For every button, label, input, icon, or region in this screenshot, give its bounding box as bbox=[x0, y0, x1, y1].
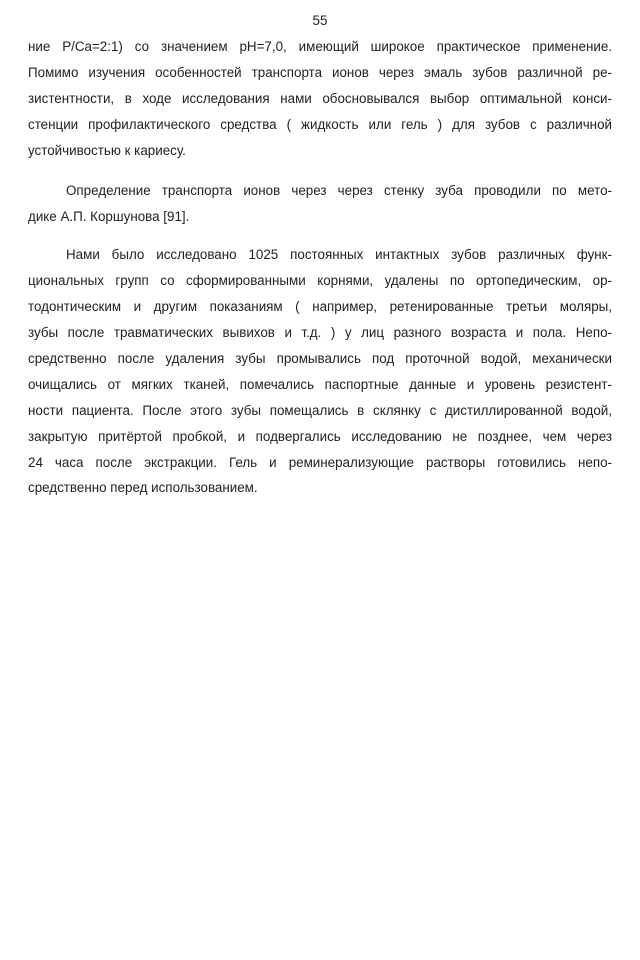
paragraph-3-line-5: средственно после удаления зубы промывались под проточной водой, механически bbox=[28, 351, 612, 366]
paragraph-3-line-4: зубы после травматических вывихов и т.д. ) у лиц разного возраста и пола. Непо- bbox=[28, 325, 612, 340]
paragraph-2-line-2: дике А.П. Коршунова [91]. bbox=[28, 209, 190, 224]
paragraph-1-line-5: устойчивостью к кариесу. bbox=[28, 143, 186, 158]
page-number: 55 bbox=[312, 13, 328, 28]
paragraph-2-line-1: Определение транспорта ионов через через стенку зуба проводили по мето- bbox=[66, 183, 612, 198]
paragraph-3-line-9: 24 часа после экстракции. Гель и реминерализующие растворы готовились непо- bbox=[28, 455, 612, 470]
paragraph-3-line-1: Нами было исследовано 1025 постоянных интактных зубов различных функ- bbox=[66, 247, 612, 262]
paragraph-1-line-4: стенции профилактического средства ( жидкость или гель ) для зубов с различной bbox=[28, 117, 612, 132]
paragraph-3-line-8: закрытую притёртой пробкой, и подвергались исследованию не позднее, чем через bbox=[28, 429, 612, 444]
paragraph-1-line-1: ние P/Ca=2:1) со значением pH=7,0, имеющий широкое практическое применение. bbox=[28, 39, 612, 54]
paragraph-3-line-7: ности пациента. После этого зубы помещались в склянку с дистиллированной водой, bbox=[28, 403, 612, 418]
paragraph-3-line-2: циональных групп со сформированными корнями, удалены по ортопедическим, ор- bbox=[28, 273, 612, 288]
paragraph-1-line-3: зистентности, в ходе исследования нами обосновывался выбор оптимальной конси- bbox=[28, 91, 612, 106]
paragraph-3-line-3: тодонтическим и другим показаниям ( например, ретенированные третьи моляры, bbox=[28, 299, 612, 314]
paragraph-1-line-2: Помимо изучения особенностей транспорта ионов через эмаль зубов различной ре- bbox=[28, 65, 612, 80]
paragraph-3-line-6: очищались от мягких тканей, помечались паспортные данные и уровень резистент- bbox=[28, 377, 612, 392]
paragraph-3-line-10: средственно перед использованием. bbox=[28, 480, 258, 495]
